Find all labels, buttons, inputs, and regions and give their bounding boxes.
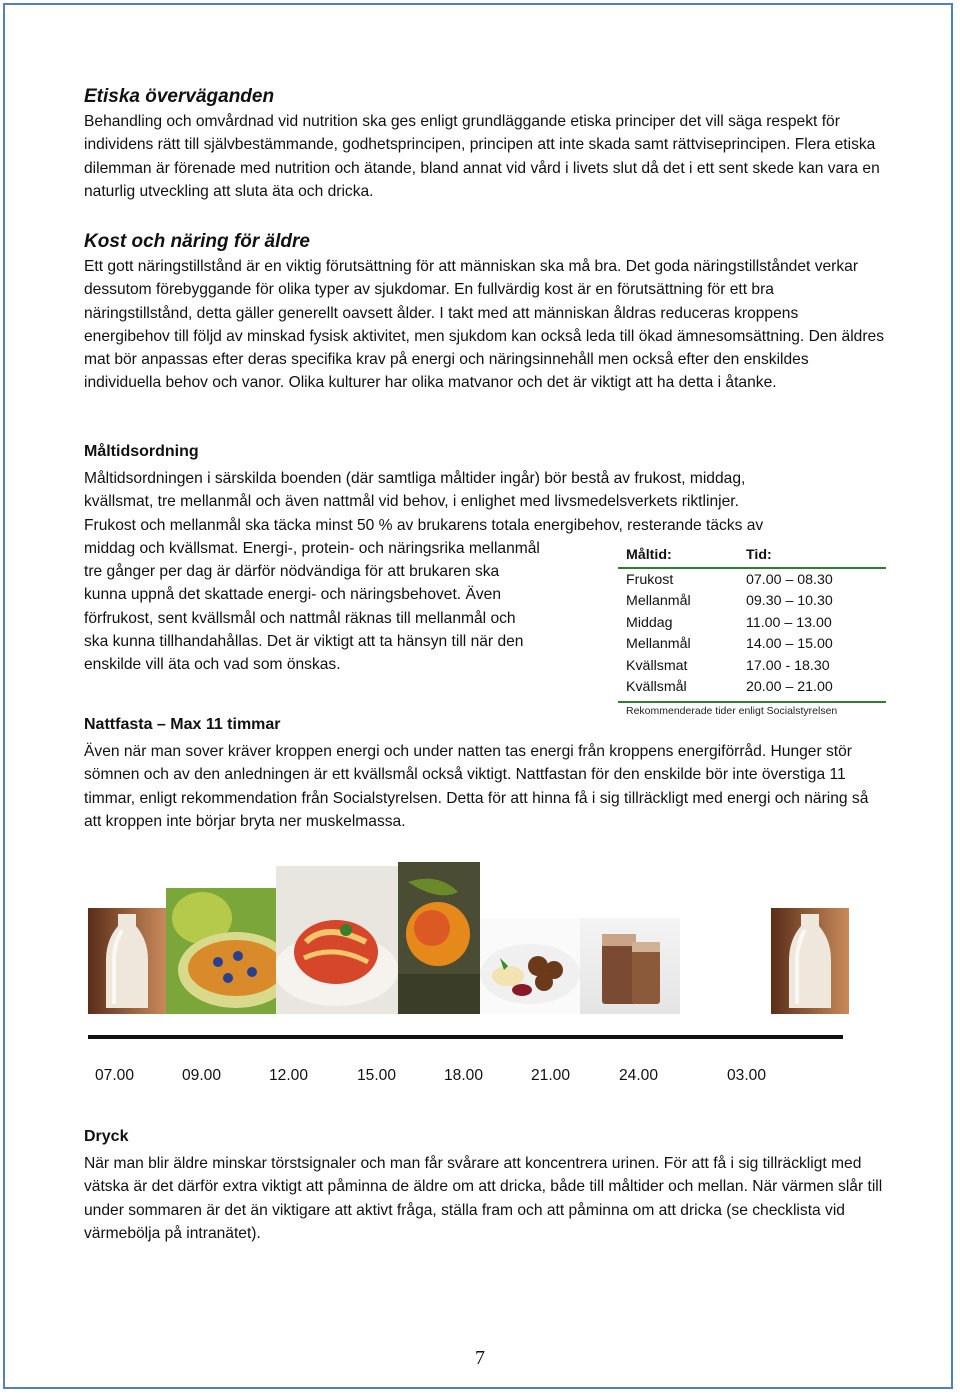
nattfasta-heading: Nattfasta – Max 11 timmar xyxy=(84,716,281,733)
timeline-time: 09.00 xyxy=(182,1067,222,1084)
nattfasta-text: Även när man sover kräver kroppen energi och under natten tas energi från kroppens energiförråd. Hunger stör sömnen och av den anledningen är ett kvällsmål också viktigt. Nattfastan för den enskilde bör inte överstiga 11 timmar, enligt rekommendation från Socialstyrelsen. Detta för att hinna få i sig tillräckligt med energi och näring så att kroppen inte börjar bryta ner muskelmassa. xyxy=(84,743,869,830)
meal-cell: Kvällsmål xyxy=(626,679,687,696)
pasta-dish-image xyxy=(276,866,398,1014)
maltid-side-line: tre gånger per dag är därför nödvändiga för att brukaren ska xyxy=(84,563,500,581)
meal-cell: Kvällsmat xyxy=(626,657,688,674)
meal-cell: Middag xyxy=(626,614,673,631)
timeline-time: 21.00 xyxy=(531,1067,571,1084)
table-bottom-rule xyxy=(618,701,886,703)
timeline-time: 24.00 xyxy=(619,1067,659,1084)
time-cell: 20.00 – 21.00 xyxy=(746,679,833,696)
maltid-side-line: enskilde vill äta och vad som önskas. xyxy=(84,656,341,674)
maltid-heading: Måltidsordning xyxy=(84,443,199,460)
page-number: 7 xyxy=(475,1347,485,1369)
chocolate-drink-image xyxy=(580,918,680,1014)
dryck-heading: Dryck xyxy=(84,1128,129,1145)
maltid-side-line: kunna uppnå det skattade energi- och näringsbehovet. Även xyxy=(84,586,501,604)
meal-cell: Mellanmål xyxy=(626,593,691,610)
milk-bottle-image xyxy=(771,908,849,1014)
meal-times-table xyxy=(618,543,886,703)
time-cell: 11.00 – 13.00 xyxy=(746,614,832,631)
table-row xyxy=(618,591,886,613)
ethics-text: Behandling och omvårdnad vid nutrition ska ges enligt grundläggande etiska principer det vill säga respekt för individens rätt till självbestämmande, godhetsprincipen, principen att inte skada samt rättviseprincipen. Flera etiska dilemman är förenade med nutrition och ätande, bland annat vid vård i livets slut då det i ett sent skede kan vara en naturlig utveckling att sluta äta och dricka. xyxy=(84,113,880,200)
timeline-time: 18.00 xyxy=(444,1067,484,1084)
maltid-side-line: förfrukost, sent kvällsmål och nattmål räknas till mellanmål och xyxy=(84,609,516,627)
table-header xyxy=(618,543,886,569)
meatballs-plate-image xyxy=(480,918,580,1014)
maltid-side-line: middag och kvällsmat. Energi-, protein- och näringsrika mellanmål xyxy=(84,539,540,557)
col-meal-header: Måltid: xyxy=(626,547,672,563)
time-cell: 14.00 – 15.00 xyxy=(746,636,833,653)
ethics-heading: Etiska överväganden xyxy=(84,86,275,107)
timeline-time: 12.00 xyxy=(269,1067,309,1084)
meal-cell: Frukost xyxy=(626,571,674,588)
kost-section xyxy=(84,231,884,395)
nattfasta-section xyxy=(84,716,884,833)
breakfast-cereal-image xyxy=(166,888,282,1014)
maltid-line: Måltidsordningen i särskilda boenden (där samtliga måltider ingår) bör bestå av frukost, middag, xyxy=(84,470,746,487)
table-caption: Rekommenderade tider enligt Socialstyrelsen xyxy=(626,705,838,717)
maltid-line: Frukost och mellanmål ska täcka minst 50 % av brukarens totala energibehov, resterande täcks av xyxy=(84,516,764,534)
time-cell: 07.00 – 08.30 xyxy=(746,571,833,588)
timeline-time: 15.00 xyxy=(357,1067,397,1084)
peach-image xyxy=(398,862,480,1014)
table-row xyxy=(618,677,886,699)
table-row xyxy=(618,634,886,656)
table-row xyxy=(618,612,886,634)
time-cell: 17.00 - 18.30 xyxy=(746,657,830,674)
ethics-section xyxy=(84,86,884,203)
timeline-time: 07.00 xyxy=(95,1067,135,1084)
kost-text: Ett gott näringstillstånd är en viktig förutsättning för att människan ska må bra. Det goda näringstillståndet verkar dessutom förebyggande för olika typer av sjukdomar. En fullvärdig kost är en förutsättning för ett bra näringstillstånd, detta gäller generellt oavsett ålder. I takt med att människan åldras reduceras kroppens energibehov till följd av minskad fysisk aktivitet, men sjukdom kan också leda till ökad ämnesomsättning. Den äldres mat bör anpassas efter deras specifika krav på energi och näringsinnehåll men också efter den enskildes individuella behov och vanor. Olika kulturer har olika matvanor och det är viktigt att ha detta i åtanke. xyxy=(84,258,884,392)
meal-cell: Mellanmål xyxy=(626,636,691,653)
timeline-time: 03.00 xyxy=(727,1067,767,1084)
kost-heading: Kost och näring för äldre xyxy=(84,231,310,252)
dryck-text: När man blir äldre minskar törstsignaler och man får svårare att koncentrera urinen. För att få i sig tillräckligt med vätska är det därför extra viktigt att påminna de äldre om att dricka, både till måltider och mellan. När värmen slår till under sommaren är det än viktigare att aktivt fråga, ställa fram och att påminna om att dricka (se checklista vid värmebölja på intranätet). xyxy=(84,1155,883,1242)
milk-bottle-image xyxy=(88,908,166,1014)
dryck-section xyxy=(84,1128,884,1245)
table-row xyxy=(618,569,886,591)
maltid-side-line: ska kunna tillhandahållas. Det är viktigt att ta hänsyn till när den xyxy=(84,633,524,651)
col-time-header: Tid: xyxy=(746,547,772,563)
time-cell: 09.30 – 10.30 xyxy=(746,593,833,610)
maltid-line: kvällsmat, tre mellanmål och även nattmål vid behov, i enlighet med livsmedelsverkets riktlinjer. xyxy=(84,493,739,511)
table-row xyxy=(618,655,886,677)
timeline-bar xyxy=(88,1035,843,1039)
